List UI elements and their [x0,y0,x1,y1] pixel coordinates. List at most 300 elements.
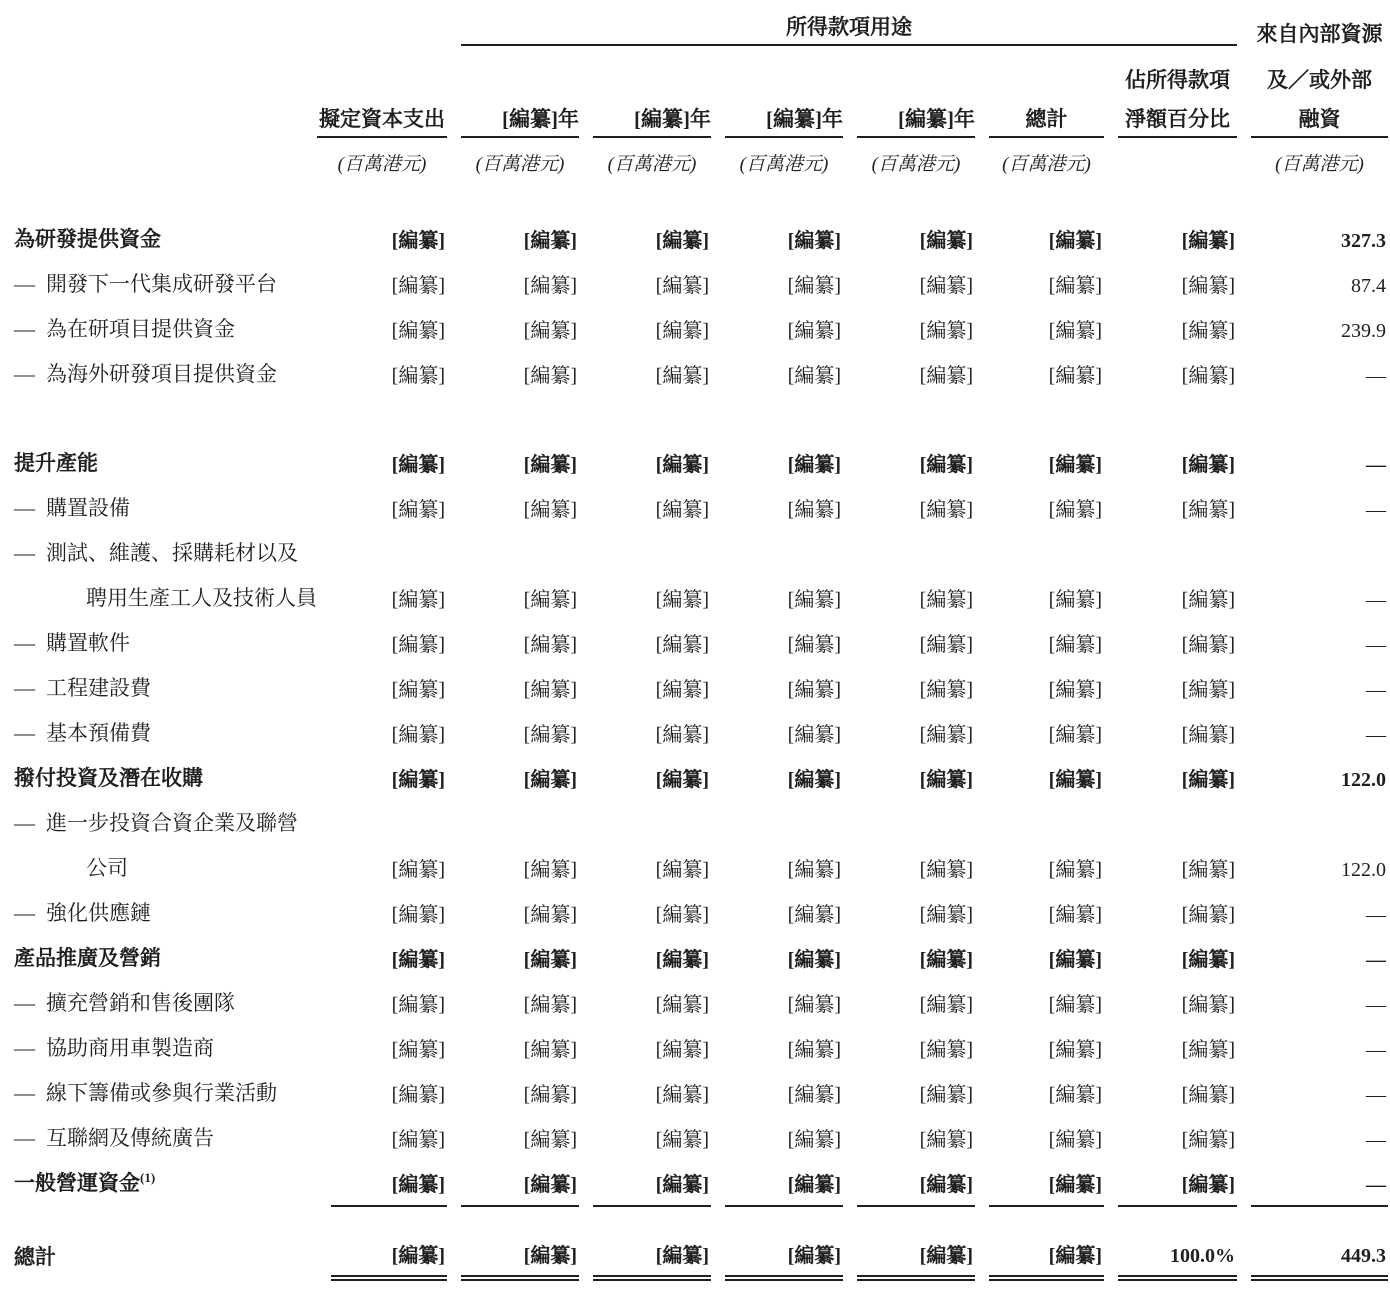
cell-year-3 [711,757,843,802]
spacer-cell [14,1207,1388,1235]
cell-value: [編纂] [391,275,445,297]
cell-year-2 [579,487,711,532]
row-label-text: 為在研項目提供資金 [46,317,235,341]
cell-value: [編纂] [391,1129,445,1151]
cell-total [975,1162,1104,1207]
funding-header-line3: 融資 [1251,107,1388,138]
cell-value: [編纂] [1181,454,1235,476]
cell-value [1251,815,1388,847]
cell-year-2 [579,802,711,847]
cell-year-2 [579,622,711,667]
cell-value: [編纂] [593,1168,711,1207]
spanning-header-cell [447,12,1237,46]
cell-pct [1104,1072,1237,1117]
cell-value: [編纂] [787,1129,841,1151]
cell-value: [編纂] [787,949,841,971]
unit-cell [843,138,975,182]
row-label-text: 擴充營銷和售後團隊 [46,991,235,1015]
cell-year-1 [447,982,579,1027]
cell-year-1 [447,1027,579,1072]
row-label [14,1072,317,1117]
cell-year-1 [447,218,579,263]
cell-value: 449.3 [1251,1245,1388,1281]
cell-value: [編纂] [655,589,709,611]
cell-value: — [1366,949,1386,971]
cell-year-4 [843,982,975,1027]
cell-value: [編纂] [1048,724,1102,746]
cell-value: [編纂] [523,1084,577,1106]
cell-year-2 [579,263,711,308]
cell-pct [1104,802,1237,847]
list-dash: — [14,811,35,835]
cell-value: [編纂] [523,994,577,1016]
cell-value: [編纂] [919,769,973,791]
funding-header-cell [1237,12,1388,46]
cell-year-4 [843,532,975,577]
spanning-header-title: 所得款項用途 [461,15,1237,46]
year-1-header-title: [編纂]年 [461,107,579,138]
cell-value: [編纂] [919,365,973,387]
funding-header-line1: 來自內部資源 [1256,21,1383,46]
cell-total [975,532,1104,577]
row-label-text: 為研發提供資金 [14,227,161,251]
cell-value: [編纂] [655,679,709,701]
cell-value: [編纂] [787,904,841,926]
cell-value: [編纂] [391,949,445,971]
cell-year-3 [711,1072,843,1117]
row-label [14,487,317,532]
cell-value: [編纂] [391,724,445,746]
row-label [14,577,317,622]
cell-value: [編纂] [1048,499,1102,521]
cell-year-1 [447,442,579,487]
row-label-text: 互聯網及傳統廣告 [46,1126,214,1150]
cell-year-4 [843,218,975,263]
cell-year-2 [579,442,711,487]
list-dash: — [14,496,35,520]
cell-value: [編纂] [857,1239,975,1281]
cell-capex [317,802,447,847]
cell-year-4 [843,1072,975,1117]
cell-value: — [1366,1084,1386,1106]
list-dash: — [14,541,35,565]
row-label-text: 總計 [14,1245,56,1269]
row-label [14,982,317,1027]
cell-total [975,622,1104,667]
cell-capex [317,1235,447,1281]
row-label [14,847,317,892]
cell-value: [編纂] [391,454,445,476]
cell-value: [編纂] [725,1168,843,1207]
cell-year-2 [579,308,711,353]
cell-capex [317,1072,447,1117]
cell-total [975,218,1104,263]
cell-year-4 [843,757,975,802]
table-row [14,802,1388,847]
cell-value: [編纂] [523,1039,577,1061]
cell-year-3 [711,712,843,757]
cell-capex [317,757,447,802]
pct-header-line1: 佔所得款項 [1125,67,1230,92]
cell-year-4 [843,892,975,937]
cell-value [593,545,711,577]
cell-value: [編纂] [391,859,445,881]
cell-pct [1104,442,1237,487]
cell-value: [編纂] [391,230,445,252]
cell-capex [317,667,447,712]
year-2-unit-label: (百萬港元) [607,154,697,175]
cell-year-3 [711,263,843,308]
cell-funding [1237,757,1388,802]
use-of-proceeds-table [14,12,1388,1281]
cell-value: [編纂] [1048,1129,1102,1151]
capex-header-title: 擬定資本支出 [317,107,447,138]
cell-pct [1104,847,1237,892]
cell-value: [編纂] [1181,634,1235,656]
cell-pct [1104,1162,1237,1207]
cell-value: [編纂] [1181,230,1235,252]
row-label [14,442,317,487]
cell-value: [編纂] [1181,769,1235,791]
row-label-text: 產品推廣及營銷 [14,946,161,970]
list-dash: — [14,362,35,386]
list-dash: — [14,317,35,341]
cell-pct [1104,487,1237,532]
cell-value [461,815,579,847]
cell-year-3 [711,937,843,982]
cell-funding [1237,847,1388,892]
cell-value: [編纂] [593,1239,711,1281]
cell-total [975,308,1104,353]
cell-capex [317,442,447,487]
cell-value: [編纂] [1048,454,1102,476]
header-empty [317,12,447,46]
cell-value: [編纂] [919,724,973,746]
row-label [14,622,317,667]
table-row [14,487,1388,532]
cell-funding [1237,442,1388,487]
header-row-units [14,138,1388,182]
header-empty [14,12,317,46]
cell-capex [317,982,447,1027]
header-empty [14,92,317,138]
cell-year-3 [711,353,843,398]
cell-value: [編纂] [391,320,445,342]
cell-value: [編纂] [1181,320,1235,342]
row-label [14,937,317,982]
cell-value [331,815,447,847]
cell-value: 327.3 [1341,230,1386,252]
header-empty [1104,138,1237,182]
cell-value: [編纂] [655,1129,709,1151]
cell-value: 122.0 [1341,859,1386,881]
cell-funding [1237,622,1388,667]
cell-year-1 [447,577,579,622]
header-empty [317,46,447,92]
cell-year-3 [711,532,843,577]
cell-value: [編纂] [391,1039,445,1061]
cell-value: [編纂] [391,499,445,521]
cell-year-2 [579,757,711,802]
cell-value: [編纂] [391,994,445,1016]
cell-value: [編纂] [1181,1129,1235,1151]
cell-year-1 [447,847,579,892]
cell-year-2 [579,577,711,622]
cell-total [975,712,1104,757]
cell-value: [編纂] [523,589,577,611]
cell-value: [編纂] [787,589,841,611]
cell-year-4 [843,1162,975,1207]
row-label [14,667,317,712]
row-label-text: 基本預備費 [46,721,151,745]
table-row [14,1117,1388,1162]
cell-value: [編纂] [1181,904,1235,926]
cell-value: [編纂] [655,994,709,1016]
cell-value: — [1366,994,1386,1016]
table-row [14,757,1388,802]
row-label [14,1235,317,1281]
table-row [14,937,1388,982]
cell-value: [編纂] [331,1168,447,1207]
cell-value: [編纂] [919,275,973,297]
cell-value: [編纂] [655,230,709,252]
cell-funding [1237,532,1388,577]
row-label-text: 撥付投資及潛在收購 [14,766,203,790]
cell-value: — [1366,454,1386,476]
cell-pct [1104,982,1237,1027]
cell-year-3 [711,308,843,353]
row-label [14,712,317,757]
cell-value: [編纂] [1181,365,1235,387]
cell-value: [編纂] [919,1084,973,1106]
cell-value: — [1366,589,1386,611]
cell-year-3 [711,802,843,847]
row-label [14,532,317,577]
cell-value [989,545,1104,577]
year-3-unit-label: (百萬港元) [739,154,829,175]
cell-value: [編纂] [787,454,841,476]
row-label-text: 進一步投資合資企業及聯營 [46,811,298,835]
cell-year-3 [711,487,843,532]
row-label [14,263,317,308]
pct-header-cell [1104,46,1237,92]
cell-value: [編纂] [989,1168,1104,1207]
unit-cell [1237,138,1388,182]
cell-year-4 [843,847,975,892]
cell-value: [編纂] [1181,994,1235,1016]
cell-total [975,577,1104,622]
cell-value: [編纂] [787,1039,841,1061]
cell-value: [編纂] [461,1239,579,1281]
table-row [14,712,1388,757]
cell-pct [1104,712,1237,757]
cell-value: [編纂] [391,769,445,791]
year-header-cell [843,92,975,138]
cell-value: [編纂] [391,904,445,926]
cell-total [975,263,1104,308]
cell-value: [編纂] [1118,1168,1237,1207]
cell-capex [317,218,447,263]
cell-capex [317,577,447,622]
cell-value: [編纂] [391,679,445,701]
list-dash: — [14,991,35,1015]
unit-cell [579,138,711,182]
table-row [14,353,1388,398]
row-label-text: 協助商用車製造商 [46,1036,214,1060]
header-row-2 [14,46,1388,92]
cell-total [975,487,1104,532]
cell-year-4 [843,937,975,982]
cell-value: [編纂] [523,230,577,252]
cell-value: [編纂] [787,769,841,791]
cell-value: [編纂] [655,1084,709,1106]
cell-year-1 [447,757,579,802]
cell-value: [編纂] [655,454,709,476]
cell-value: [編纂] [655,904,709,926]
cell-funding [1237,353,1388,398]
cell-funding [1237,712,1388,757]
cell-value: [編纂] [655,859,709,881]
cell-value [461,545,579,577]
cell-value: [編纂] [1048,589,1102,611]
table-row [14,218,1388,263]
year-3-header-title: [編纂]年 [725,107,843,138]
cell-capex [317,1162,447,1207]
row-label [14,1117,317,1162]
cell-value [857,815,975,847]
cell-value: [編纂] [655,275,709,297]
table-row [14,892,1388,937]
cell-funding [1237,1117,1388,1162]
cell-value: — [1366,679,1386,701]
funding-header-cell [1237,92,1388,138]
cell-value: [編纂] [523,454,577,476]
cell-value: [編纂] [1181,499,1235,521]
cell-value: [編纂] [655,365,709,387]
table-row [14,982,1388,1027]
cell-value: [編纂] [391,589,445,611]
cell-capex [317,847,447,892]
cell-year-4 [843,667,975,712]
cell-value: [編纂] [655,499,709,521]
cell-value: [編纂] [1181,679,1235,701]
cell-value: [編纂] [331,1239,447,1281]
row-label-text: 購置軟件 [46,631,130,655]
cell-value [331,545,447,577]
cell-year-2 [579,892,711,937]
cell-year-2 [579,1117,711,1162]
cell-year-4 [843,622,975,667]
cell-value: [編纂] [919,320,973,342]
cell-year-3 [711,1235,843,1281]
cell-pct [1104,937,1237,982]
cell-value: [編纂] [1048,634,1102,656]
list-dash: — [14,1036,35,1060]
cell-value: [編纂] [919,589,973,611]
cell-capex [317,487,447,532]
spacer-row [14,182,1388,218]
cell-value: [編纂] [919,454,973,476]
cell-funding [1237,308,1388,353]
cell-total [975,353,1104,398]
cell-value: 87.4 [1351,275,1386,297]
cell-year-2 [579,1027,711,1072]
cell-year-2 [579,847,711,892]
cell-value: [編纂] [523,365,577,387]
cell-value: [編纂] [1048,365,1102,387]
cell-total [975,667,1104,712]
cell-value [1251,545,1388,577]
cell-value: [編纂] [655,320,709,342]
cell-year-3 [711,218,843,263]
cell-value: [編纂] [1048,275,1102,297]
spacer-cell [14,398,1388,442]
cell-value: [編纂] [919,859,973,881]
unit-cell [317,138,447,182]
cell-value: — [1366,1039,1386,1061]
cell-value: [編纂] [1181,589,1235,611]
cell-year-1 [447,263,579,308]
cell-value: [編纂] [1048,949,1102,971]
cell-year-1 [447,1117,579,1162]
cell-year-3 [711,1027,843,1072]
cell-value: [編纂] [523,679,577,701]
cell-year-1 [447,353,579,398]
cell-year-1 [447,1162,579,1207]
cell-funding [1237,487,1388,532]
cell-funding [1237,263,1388,308]
cell-year-2 [579,667,711,712]
cell-year-1 [447,1072,579,1117]
cell-capex [317,353,447,398]
cell-year-4 [843,487,975,532]
cell-year-1 [447,937,579,982]
cell-value: [編纂] [919,949,973,971]
cell-value: [編纂] [787,499,841,521]
list-dash: — [14,272,35,296]
row-label [14,218,317,263]
cell-value: [編纂] [523,499,577,521]
cell-value: [編纂] [725,1239,843,1281]
cell-total [975,442,1104,487]
cell-value: [編纂] [919,1039,973,1061]
cell-value: [編纂] [1181,1084,1235,1106]
cell-value: [編纂] [523,320,577,342]
cell-value: [編纂] [857,1168,975,1207]
cell-pct [1104,667,1237,712]
cell-year-4 [843,1235,975,1281]
cell-year-4 [843,712,975,757]
cell-year-2 [579,218,711,263]
cell-capex [317,622,447,667]
cell-value: [編纂] [1048,769,1102,791]
cell-funding [1237,577,1388,622]
row-label-text: 一般營運資金 [14,1171,140,1195]
cell-year-3 [711,622,843,667]
cell-year-1 [447,802,579,847]
cell-year-4 [843,263,975,308]
cell-total [975,1072,1104,1117]
cell-year-2 [579,1162,711,1207]
table-row [14,847,1388,892]
footnote-marker: (1) [140,1170,156,1185]
cell-value: [編纂] [523,1129,577,1151]
cell-year-3 [711,442,843,487]
row-label [14,353,317,398]
cell-value: [編纂] [391,1084,445,1106]
cell-value: [編纂] [1048,1084,1102,1106]
cell-value: [編纂] [787,994,841,1016]
